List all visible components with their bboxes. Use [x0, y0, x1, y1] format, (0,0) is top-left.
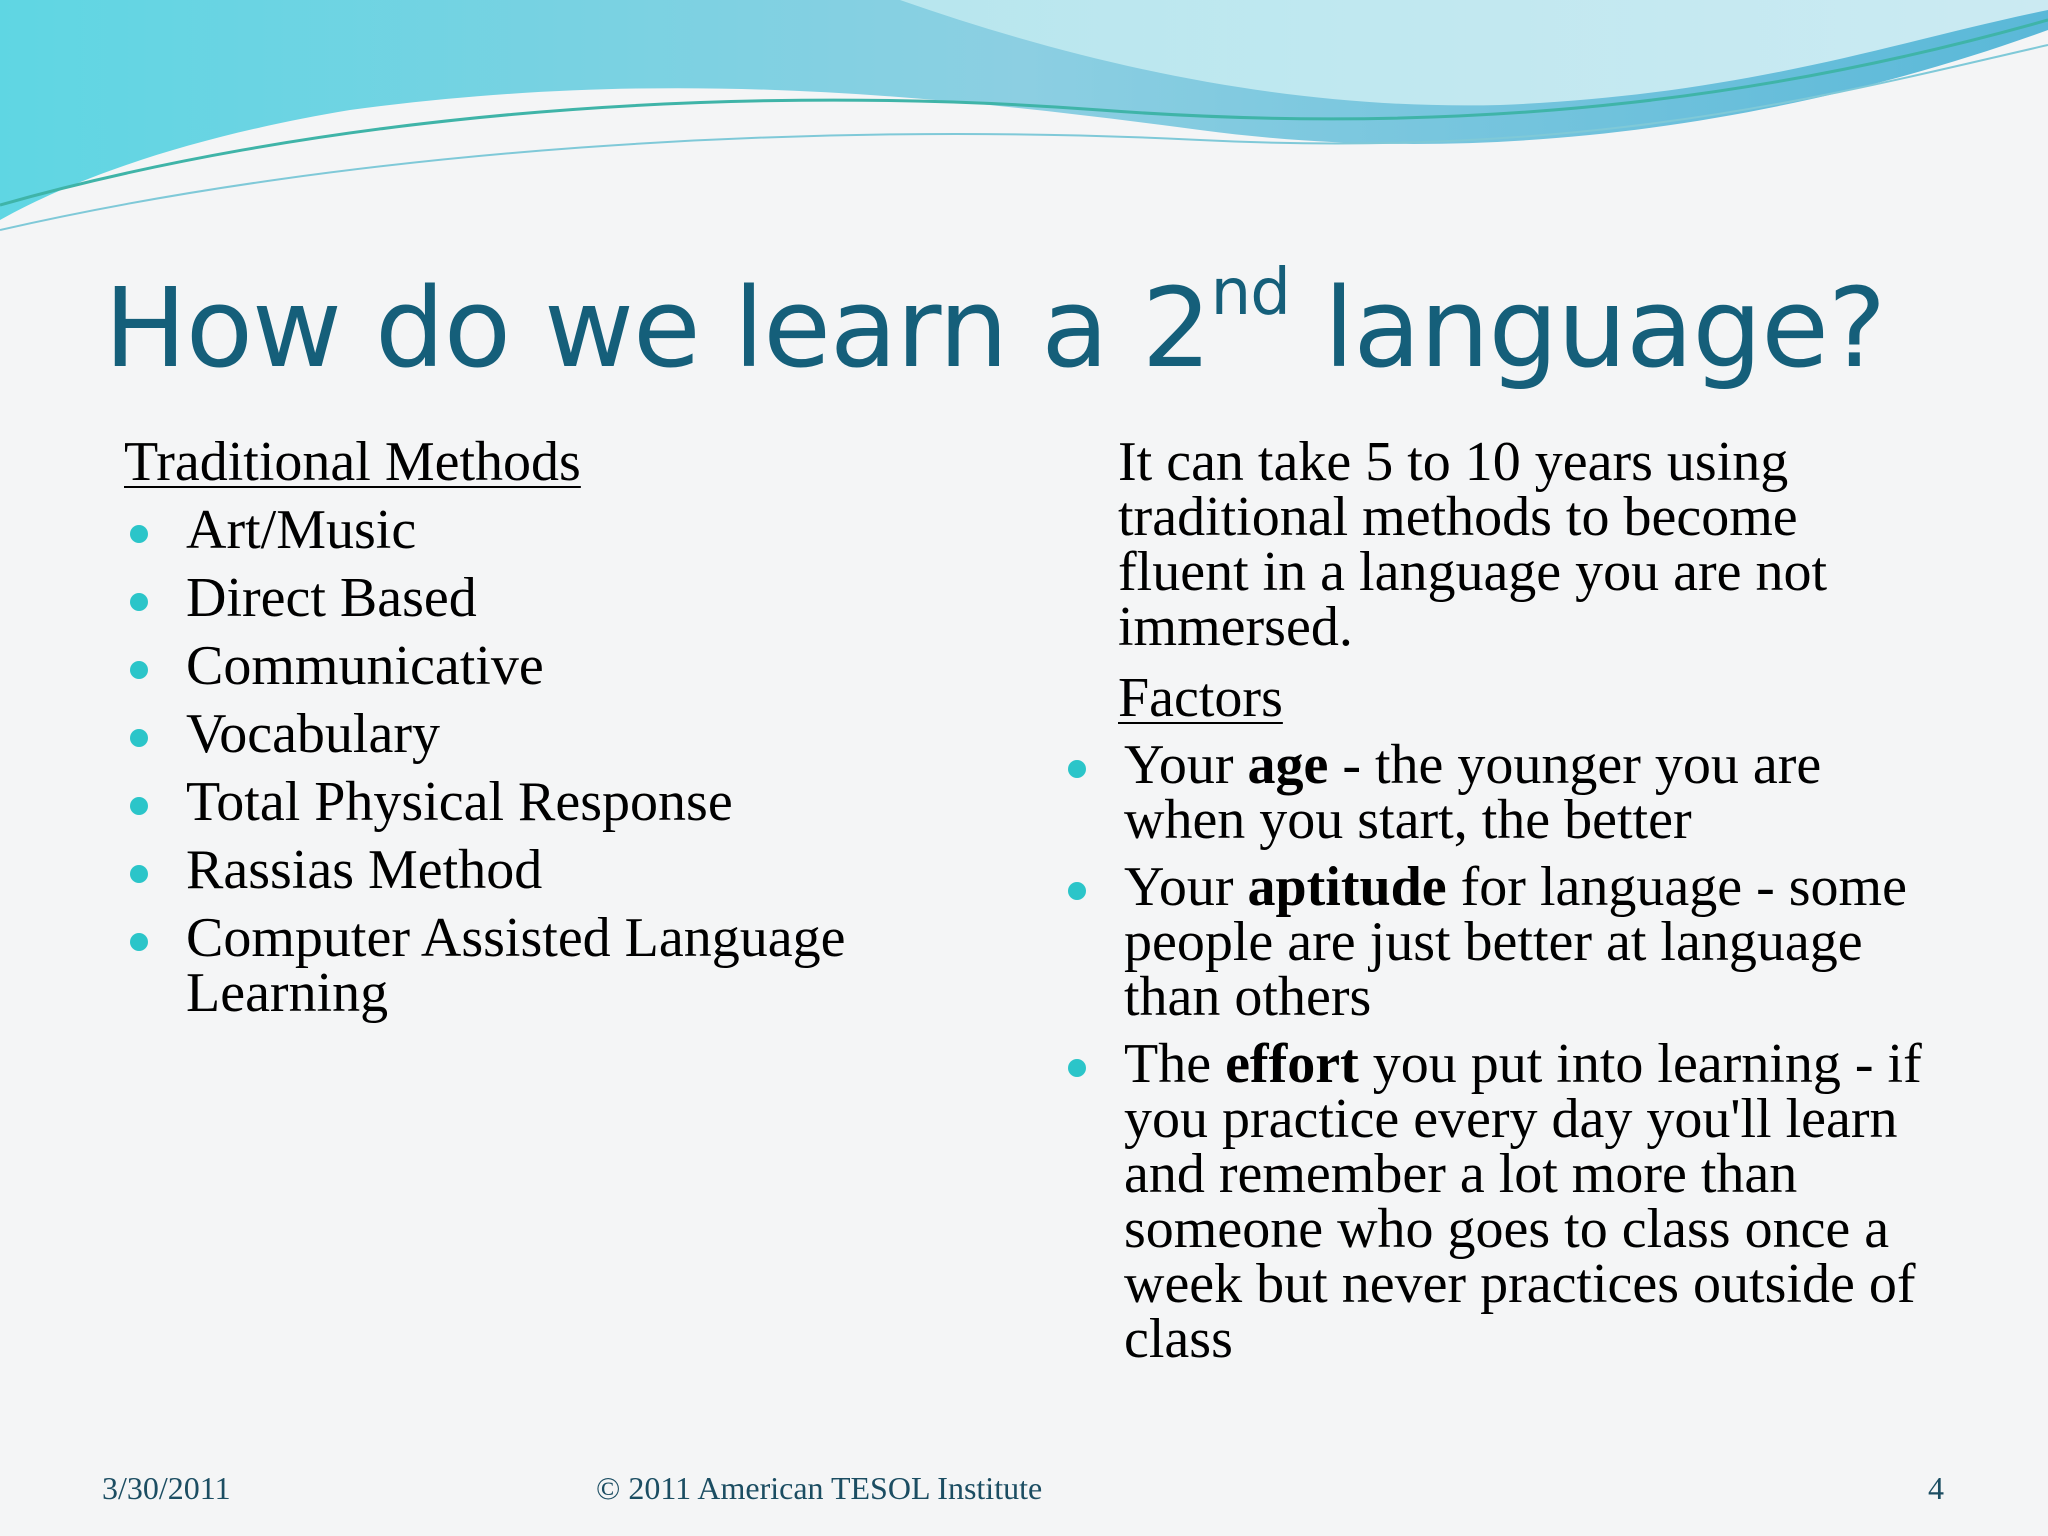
- method-item: [124, 635, 944, 697]
- footer-copyright: © 2011 American TESOL Institute: [596, 1470, 1043, 1506]
- traditional-methods-heading: Traditional Methods: [124, 431, 581, 493]
- factor-text-after: for language - some people are just better at language than others: [1124, 856, 1907, 1028]
- bullet-icon: [130, 933, 148, 951]
- factor-text-after: you put into learning - if you practice every day you'll learn and remember a lot more than someone who goes to class once a week but never practices outside of class: [1124, 1033, 1922, 1370]
- bullet-icon: [1068, 1059, 1086, 1077]
- slide-number: 4: [1928, 1470, 1944, 1506]
- bullet-icon: [130, 729, 148, 747]
- method-item: [124, 499, 944, 561]
- method-label: Total Physical Response: [186, 771, 733, 833]
- method-label: Computer Assisted Language Learning: [186, 907, 846, 1024]
- title-superscript: nd: [1210, 256, 1290, 330]
- method-label: Direct Based: [186, 567, 477, 629]
- traditional-methods-column: [124, 431, 944, 1024]
- bullet-icon: [130, 525, 148, 543]
- bullet-icon: [130, 593, 148, 611]
- method-label: Communicative: [186, 635, 544, 697]
- bullet-icon: [130, 797, 148, 815]
- factor-text-before: Your: [1124, 856, 1248, 918]
- factors-column: [1062, 431, 1942, 1370]
- slide-title: [104, 256, 1886, 392]
- method-label: Art/Music: [186, 499, 417, 561]
- factor-keyword: effort: [1225, 1033, 1359, 1095]
- factors-list: [1062, 734, 1942, 1370]
- title-end: language?: [1289, 264, 1886, 392]
- method-item: [124, 703, 944, 765]
- bullet-icon: [130, 865, 148, 883]
- title-main: How do we learn a 2: [104, 264, 1211, 392]
- factor-keyword: aptitude: [1247, 856, 1447, 918]
- factor-text-after: - the younger you are when you start, the better: [1124, 734, 1822, 851]
- factor-text-before: The: [1124, 1033, 1226, 1095]
- intro-paragraph: It can take 5 to 10 years using traditional methods to become fluent in a language you are not immersed.: [1118, 431, 1828, 658]
- method-label: Rassias Method: [186, 839, 543, 901]
- factor-keyword: age: [1247, 734, 1329, 796]
- factor-text-before: Your: [1124, 734, 1248, 796]
- method-item: [124, 771, 944, 833]
- factors-heading: Factors: [1118, 667, 1283, 729]
- factor-item: [1062, 856, 1942, 1028]
- methods-list: [124, 499, 944, 1024]
- method-item: [124, 907, 944, 1024]
- bullet-icon: [1068, 760, 1086, 778]
- bullet-icon: [130, 661, 148, 679]
- method-item: [124, 567, 944, 629]
- factor-item: [1062, 1033, 1942, 1370]
- factor-item: [1062, 734, 1942, 851]
- bullet-icon: [1068, 882, 1086, 900]
- footer-date: 3/30/2011: [102, 1470, 231, 1506]
- method-item: [124, 839, 944, 901]
- method-label: Vocabulary: [186, 703, 440, 765]
- decorative-wave-header: [0, 0, 2048, 240]
